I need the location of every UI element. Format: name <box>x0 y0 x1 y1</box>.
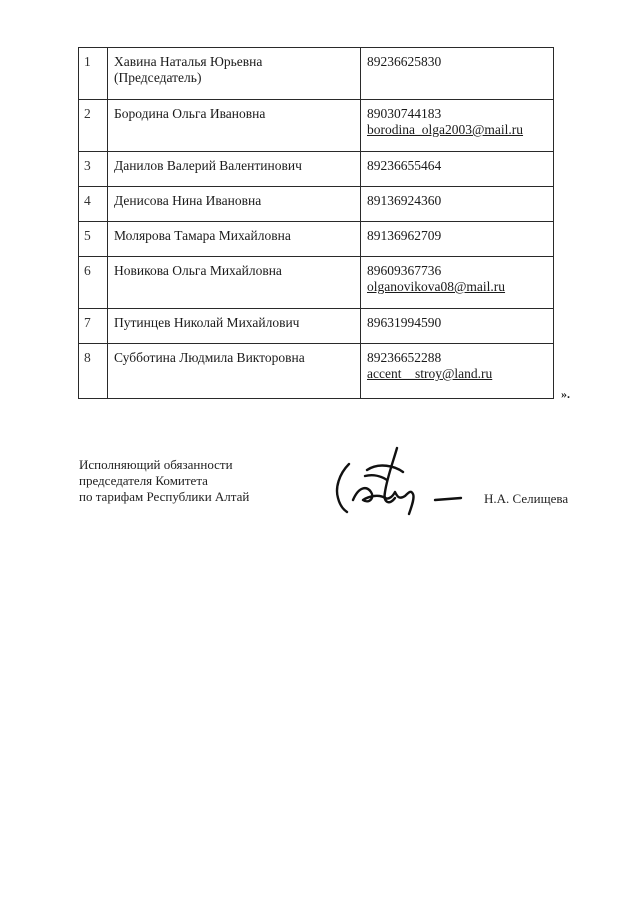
member-phone: 89236655464 <box>367 158 442 173</box>
member-phone: 89030744183 <box>367 106 442 121</box>
row-number: 7 <box>79 309 108 344</box>
table-row <box>79 100 554 152</box>
member-name: Новикова Ольга Михайловна <box>114 263 282 278</box>
row-number: 5 <box>79 222 108 257</box>
member-phone: 89136962709 <box>367 228 442 243</box>
signatory-title-line: председателя Комитета <box>79 473 208 488</box>
member-email-link[interactable]: accent__stroy@land.ru <box>367 366 493 381</box>
member-contact-cell <box>361 187 554 222</box>
member-contact-cell <box>361 48 554 100</box>
signatory-title-line: Исполняющий обязанности <box>79 457 233 472</box>
member-contact-cell <box>361 100 554 152</box>
member-phone: 89236625830 <box>367 54 442 69</box>
row-number: 4 <box>79 187 108 222</box>
member-name-cell <box>108 222 361 257</box>
table-row <box>79 309 554 344</box>
row-number: 6 <box>79 257 108 309</box>
row-number: 2 <box>79 100 108 152</box>
member-name-cell <box>108 344 361 399</box>
row-number: 3 <box>79 152 108 187</box>
member-phone: 89136924360 <box>367 193 442 208</box>
member-name: Денисова Нина Ивановна <box>114 193 262 208</box>
closing-quote-mark: ». <box>561 387 570 401</box>
member-contact-cell <box>361 257 554 309</box>
member-name: Субботина Людмила Викторовна <box>114 350 305 365</box>
signatory-title-line: по тарифам Республики Алтай <box>79 489 250 504</box>
row-number: 1 <box>79 48 108 100</box>
table-row <box>79 152 554 187</box>
member-name: Данилов Валерий Валентинович <box>114 158 302 173</box>
member-name-cell <box>108 257 361 309</box>
member-phone: 89631994590 <box>367 315 442 330</box>
member-phone: 89236652288 <box>367 350 442 365</box>
member-name-cell <box>108 152 361 187</box>
signatory-title <box>79 457 249 505</box>
member-name-cell <box>108 100 361 152</box>
member-email-link[interactable]: olganovikova08@mail.ru <box>367 279 506 294</box>
table-row <box>79 187 554 222</box>
signatory-name: Н.А. Селищева <box>484 491 569 506</box>
member-email-link[interactable]: borodina_olga2003@mail.ru <box>367 122 524 137</box>
handwritten-signature <box>325 440 470 520</box>
member-name: Молярова Тамара Михайловна <box>114 228 291 243</box>
member-name-cell <box>108 187 361 222</box>
member-role: (Председатель) <box>114 70 202 85</box>
row-number: 8 <box>79 344 108 399</box>
member-name: Путинцев Николай Михайлович <box>114 315 300 330</box>
member-name-cell <box>108 309 361 344</box>
table-row <box>79 48 554 100</box>
members-table <box>78 47 554 399</box>
table-row <box>79 222 554 257</box>
member-phone: 89609367736 <box>367 263 442 278</box>
member-name: Хавина Наталья Юрьевна <box>114 54 263 69</box>
member-contact-cell <box>361 152 554 187</box>
table-row <box>79 257 554 309</box>
member-contact-cell <box>361 344 554 399</box>
member-contact-cell <box>361 309 554 344</box>
member-name-cell <box>108 48 361 100</box>
member-contact-cell <box>361 222 554 257</box>
member-name: Бородина Ольга Ивановна <box>114 106 266 121</box>
table-row <box>79 344 554 399</box>
